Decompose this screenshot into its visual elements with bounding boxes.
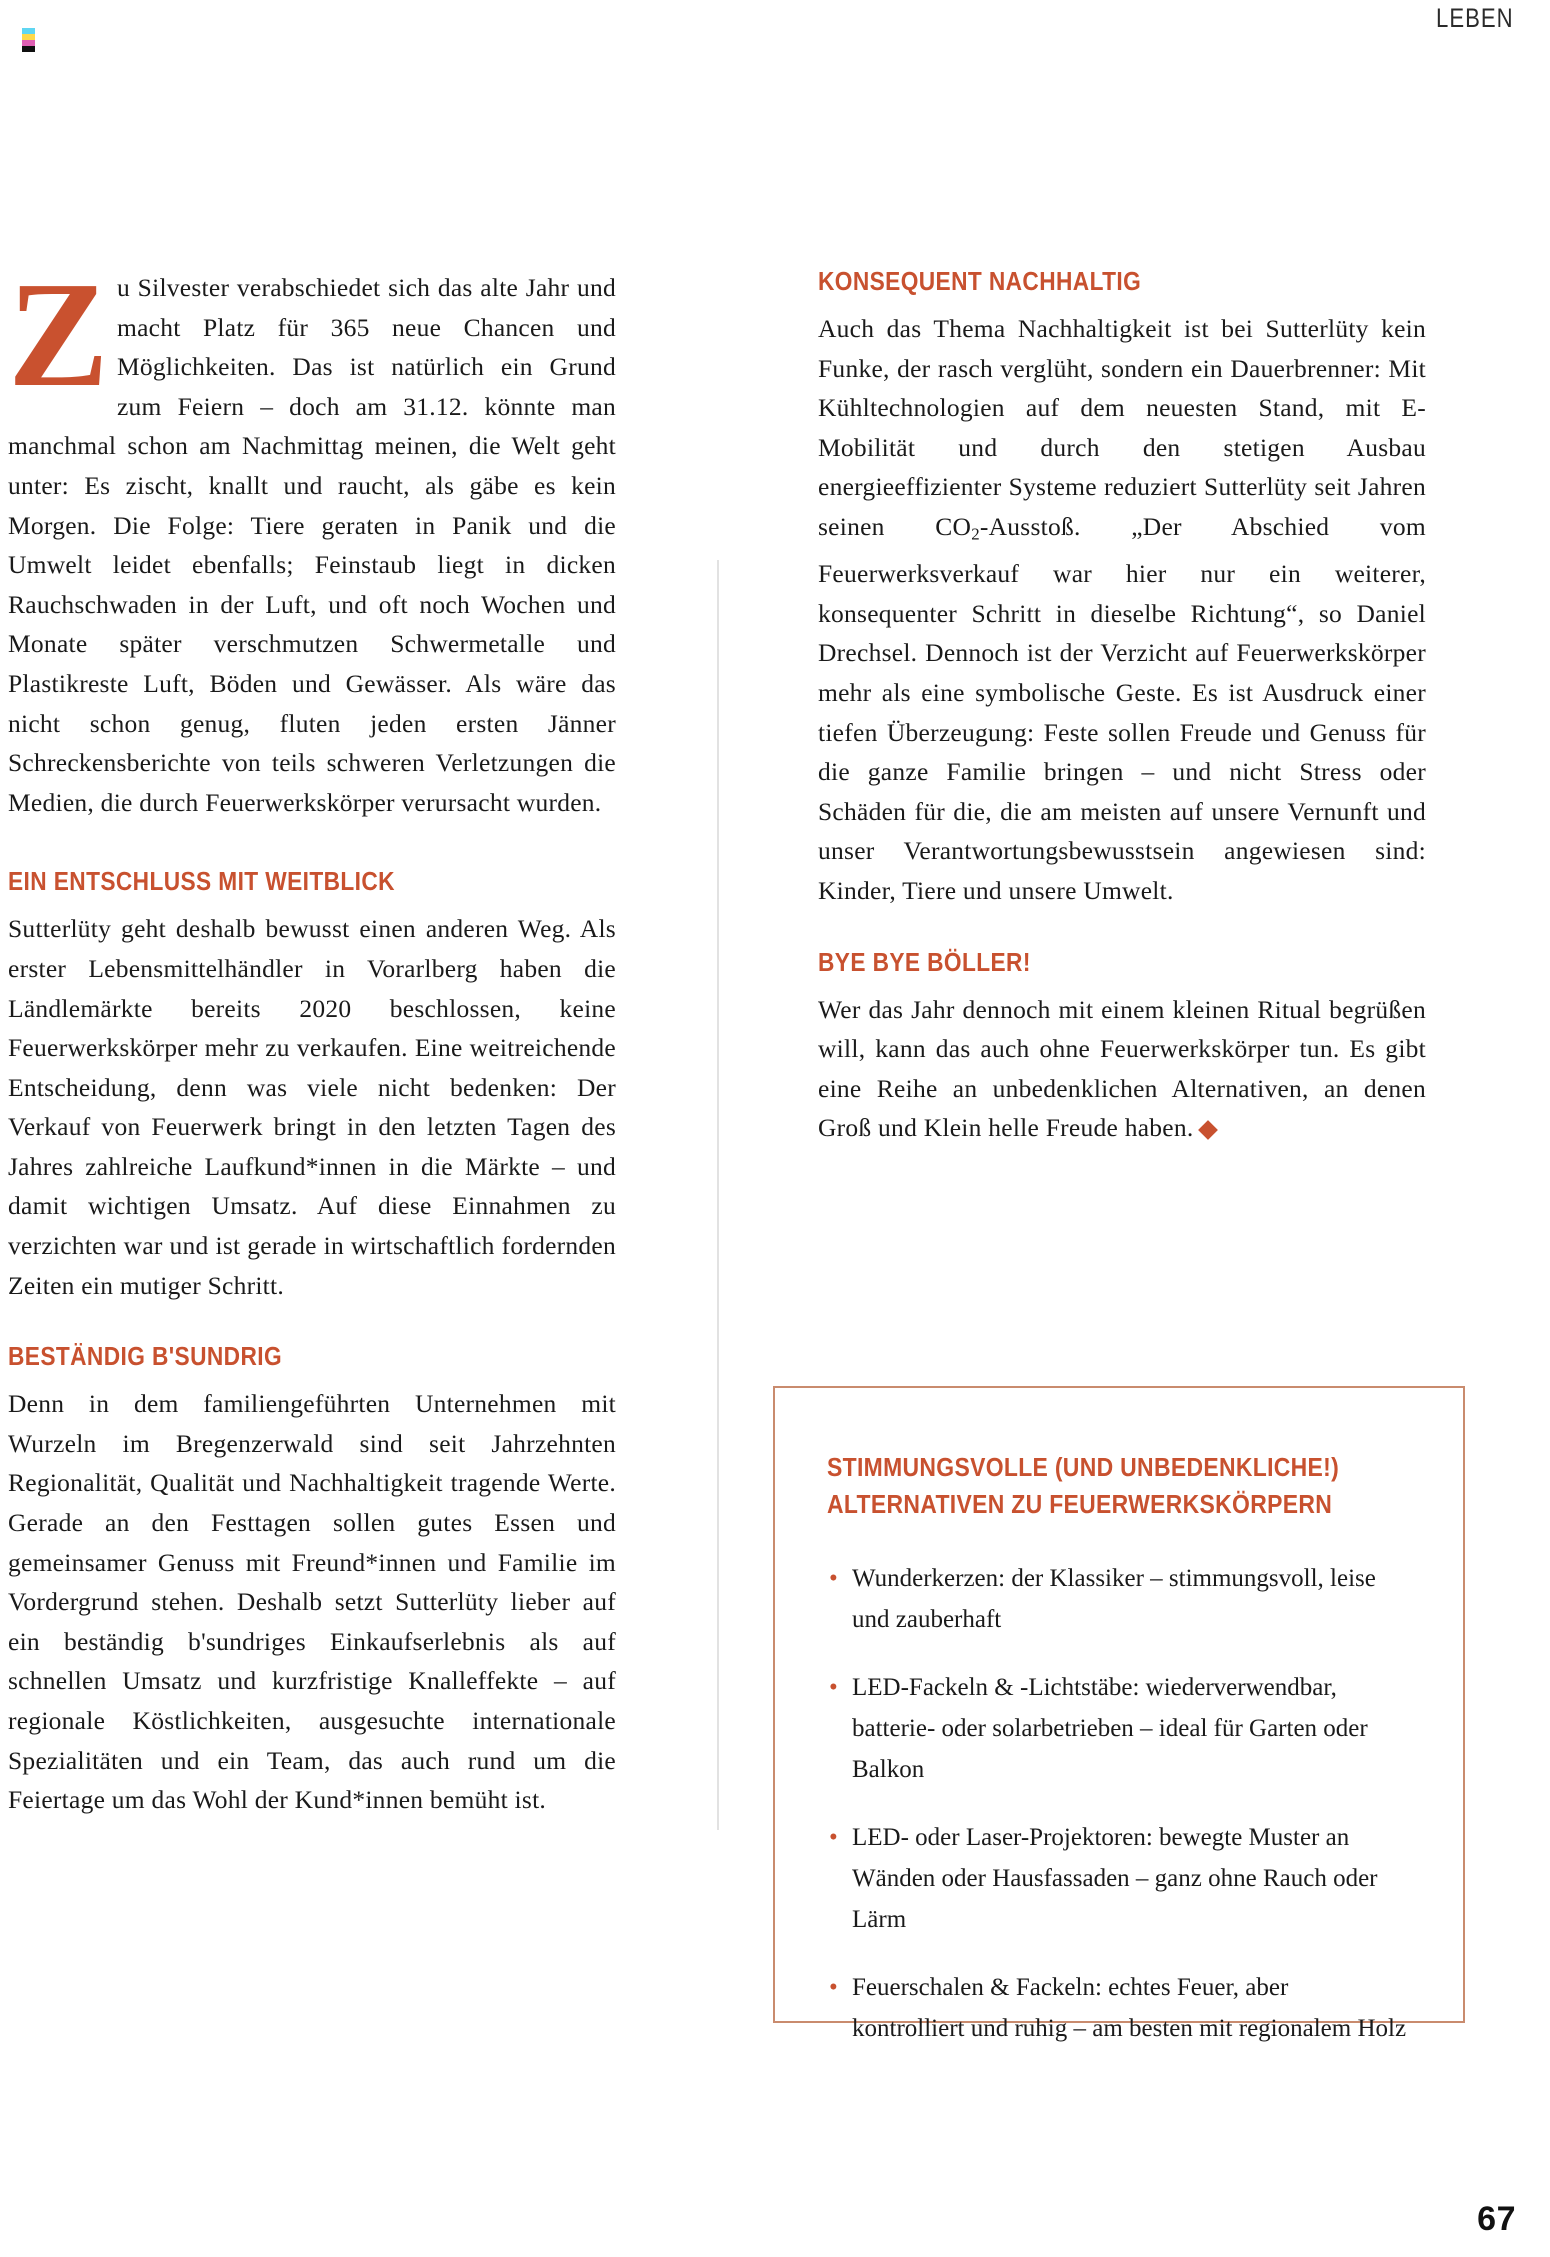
list-item-text: Feuerschalen & Fackeln: echtes Feuer, aber kontrolliert und ruhig – am besten mit regionalem Holz (852, 1974, 1407, 2042)
info-box-heading (827, 1450, 1349, 1524)
section-body-bye-bye-boeller-text: Wer das Jahr dennoch mit einem kleinen Ritual begrüßen will, kann das auch ohne Feuerwerkskörper tun. Es gibt eine Reihe an unbedenklichen Alternativen, an denen Groß und Klein helle Freude haben. (818, 994, 1426, 1143)
bullet-icon: • (829, 1565, 838, 1592)
section-body-bye-bye-boeller (818, 990, 1426, 1148)
list-item (827, 1817, 1407, 1940)
section-body-bestaendig-bsundrig: Denn in dem familiengeführten Unternehmen mit Wurzeln im Bregenzerwald sind seit Jahrzehnten Regionalität, Qualität und Nachhaltigkeit tragende Werte. Gerade an den Festtagen sollen gutes Essen und gemeinsamer Genuss mit Freund*innen und Familie im Vordergrund stehen. Deshalb setzt Sutterlüty lieber auf ein beständig b'sundriges Einkaufserlebnis als auf schnellen Umsatz und kurzfristige Knalleffekte – auf regionale Köstlichkeiten, ausgesuchte internationale Spezialitäten und ein Team, das auch rund um die Feiertage um das Wohl der Kund*innen bemüht ist. (8, 1389, 616, 1815)
list-item (827, 1667, 1407, 1790)
section-heading-ein-entschluss-mit-weitblick: EIN ENTSCHLUSS MIT WEITBLICK (8, 868, 395, 897)
running-head: LEBEN (1436, 3, 1514, 33)
list-item (827, 1967, 1407, 2049)
section-heading-bye-bye-boeller: BYE BYE BÖLLER! (818, 948, 1031, 977)
list-item (827, 1558, 1407, 1640)
section-body-ein-entschluss-mit-weitblick: Sutterlüty geht deshalb bewusst einen anderen Weg. Als erster Lebensmittelhändler in Vorarlberg haben die Ländlemärkte bereits 2020 beschlossen, keine Feuerwerkskörper mehr zu verkaufen. Eine weitreichende Entscheidung, denn was viele nicht bedenken: Der Verkauf von Feuerwerk bringt in den letzten Tagen des Jahres zahlreiche Laufkund*innen in die Märkte – und damit wichtigen Umsatz. Auf diese Einnahmen zu verzichten war und ist gerade in wirtschaftlich fordernden Zeiten ein mutiger Schritt. (8, 914, 616, 1300)
end-of-article-diamond-icon (1199, 1120, 1219, 1140)
alternatives-list (827, 1558, 1407, 2049)
lead-paragraph-text: u Silvester verabschiedet sich das alte Jahr und macht Platz für 365 neue Chancen und Möglichkeiten. Das ist natürlich ein Grund zum Feiern – doch am 31.12. könnte man manchmal schon am Nachmittag meinen, die Welt geht unter: Es zischt, knallt und raucht, als gäbe es kein Morgen. Die Folge: Tiere geraten in Panik und die Umwelt leidet ebenfalls; Feinstaub liegt in dicken Rauchschwaden in der Luft, und oft noch Wochen und Monate später verschmutzen Schwermetalle und Plastikreste Luft, Böden und Gewässer. Als wäre das nicht schon genug, fluten jeden ersten Jänner Schreckensberichte von teils schweren Verletzungen die Medien, die durch Feuerwerkskörper verursacht wurden. (8, 273, 616, 817)
list-item-text: LED- oder Laser-Projektoren: bewegte Muster an Wänden oder Hausfassaden – ganz ohne Rauch oder Lärm (852, 1824, 1378, 1933)
bullet-icon: • (829, 1824, 838, 1851)
section-heading-konsequent-nachhaltig: KONSEQUENT NACHHALTIG (818, 268, 1142, 296)
section-heading-bestaendig-bsundrig: BESTÄNDIG B'SUNDRIG (8, 1343, 283, 1372)
drop-cap: Z (8, 250, 109, 418)
info-box-heading-line-2: ALTERNATIVEN ZU FEUERWERKSKÖRPERN (827, 1491, 1333, 1519)
lead-paragraph (8, 250, 616, 822)
list-item-text: LED-Fackeln & -Lichtstäbe: wiederverwendbar, batterie- oder solarbetrieben – ideal für Garten oder Balkon (852, 1674, 1368, 1783)
list-item-text: Wunderkerzen: der Klassiker – stimmungsvoll, leise und zauberhaft (852, 1565, 1376, 1633)
bullet-icon: • (829, 1974, 838, 2001)
section-body-konsequent-nachhaltig (818, 309, 1426, 911)
left-column (8, 250, 616, 1820)
co2-text-before: Auch das Thema Nachhaltigkeit ist bei Sutterlüty kein Funke, der rasch verglüht, sondern ein Dauerbrenner: Mit Kühltechnologien auf dem neuesten Stand, mit E-Mobilität und durch den stetigen Ausbau energieeffizienter Systeme reduziert Sutterlüty seit Jahren seinen CO (818, 314, 1426, 541)
cmyk-swatch-black (22, 46, 35, 52)
co2-text-after: -Ausstoß. „Der Abschied vom Feuerwerksverkauf war hier nur ein weiterer, konsequenter Schritt in dieselbe Richtung“, so Daniel Drechsel. Dennoch ist der Verzicht auf Feuerwerkskörper mehr als eine symbolische Geste. Es ist Ausdruck einer tiefen Überzeugung: Feste sollen Freude und Genuss für die ganze Familie bringen – und nicht Stress oder Schäden für die, die am meisten auf unsere Vernunft und unser Verantwortungsbewusstsein angewiesen sind: Kinder, Tiere und unsere Umwelt. (818, 511, 1426, 906)
right-column (818, 268, 1426, 1148)
info-box-heading-line-1: STIMMUNGSVOLLE (UND UNBEDENKLICHE!) (827, 1454, 1340, 1482)
page-number: 67 (1477, 2200, 1516, 2238)
bullet-icon: • (829, 1674, 838, 1701)
column-divider (717, 560, 719, 1830)
alternatives-info-box (773, 1386, 1465, 2042)
co2-subscript: 2 (971, 524, 980, 544)
cmyk-registration-bar (22, 28, 35, 52)
